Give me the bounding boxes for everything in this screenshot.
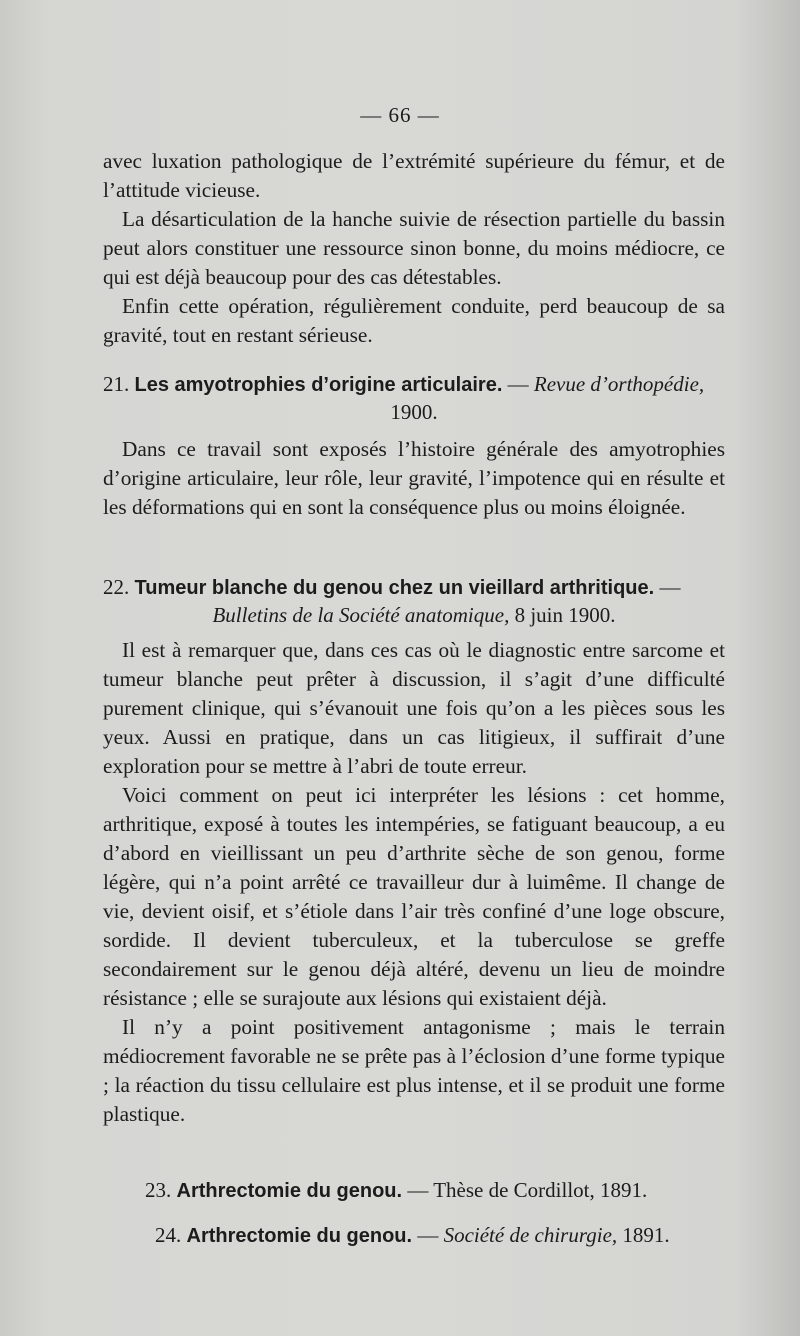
paragraph: Dans ce travail sont exposés l’histoire générale des amyotrophies d’origine articulaire, leur rôle, leur gravité, l’impotence qui en résulte et les déformations qui en sont la conséquence plus ou moins éloignée. <box>103 437 725 519</box>
entry-title: Arthrectomie du genou. <box>186 1225 413 1247</box>
entry-title: Les amyotrophies d’origine articulaire. <box>134 374 503 396</box>
entry-title: Arthrectomie du genou. <box>176 1180 403 1202</box>
dash: — <box>412 1223 444 1247</box>
entry-21-heading <box>103 371 725 426</box>
entry-title: Tumeur blanche du genou chez un vieillard arthritique. <box>134 577 655 599</box>
entry-21-body <box>103 435 725 522</box>
opening-paragraphs <box>103 147 725 350</box>
entry-number: 24. <box>155 1223 182 1247</box>
entry-year: 1891. <box>617 1223 670 1247</box>
entry-source: Revue d’orthopédie, <box>533 372 705 396</box>
paragraph: Il est à remarquer que, dans ces cas où le diagnostic entre sarcome et tumeur blanche peut prêter à discussion, il s’agit d’une difficulté purement clinique, qui s’évanouit une fois qu’on a les pièces sous les yeux. Aussi en pratique, dans un cas litigieux, il suffirait d’une exploration pour se mettre à l’abri de toute erreur. <box>103 638 725 778</box>
entry-source: Société de chirurgie, <box>443 1223 618 1247</box>
paragraph: Enfin cette opération, régulièrement conduite, perd beaucoup de sa gravité, tout en restant sérieuse. <box>103 294 725 347</box>
entry-23-heading <box>145 1177 725 1205</box>
entry-22-body <box>103 636 725 1129</box>
paragraph: La désarticulation de la hanche suivie de résection partielle du bassin peut alors constituer une ressource sinon bonne, du moins médiocre, ce qui est déjà beaucoup pour des cas détestables. <box>103 207 725 289</box>
entry-number: 22. <box>103 575 130 599</box>
dash: — <box>502 372 534 396</box>
entry-number: 21. <box>103 372 130 396</box>
dash: — <box>654 575 681 599</box>
paragraph: avec luxation pathologique de l’extrémité supérieure du fémur, et de l’attitude vicieuse. <box>103 149 725 202</box>
entry-date: 8 juin 1900. <box>509 603 616 627</box>
entry-number: 23. <box>145 1178 172 1202</box>
entry-rest: — Thèse de Cordillot, 1891. <box>402 1178 648 1202</box>
paragraph: Voici comment on peut ici interpréter les lésions : cet homme, arthritique, exposé à toutes les intempéries, se fatiguant beaucoup, a eu d’abord en vieillissant un peu d’arthrite sèche de son genou, forme légère, qui n’a point arrêté ce travailleur dur à luimême. Il change de vie, devient oisif, et s’étiole dans l’air très confiné d’une loge obscure, sordide. Il devient tuberculeux, et la tuberculose se greffe secondairement sur le genou déjà altéré, devenu un lieu de moindre résistance ; elle se surajoute aux lésions qui existaient déjà. <box>103 783 725 1010</box>
paragraph: Il n’y a point positivement antagonisme ; mais le terrain médiocrement favorable ne se prête pas à l’éclosion d’une forme typique ; la réaction du tissu cellulaire est plus intense, et il se produit une forme plastique. <box>103 1015 725 1126</box>
entry-year: 1900. <box>390 400 438 424</box>
entry-22-heading <box>103 574 725 629</box>
entry-source: Bulletins de la Société anatomique, <box>212 603 510 627</box>
page-number: — 66 — <box>360 103 440 127</box>
entry-24-heading <box>155 1222 725 1250</box>
